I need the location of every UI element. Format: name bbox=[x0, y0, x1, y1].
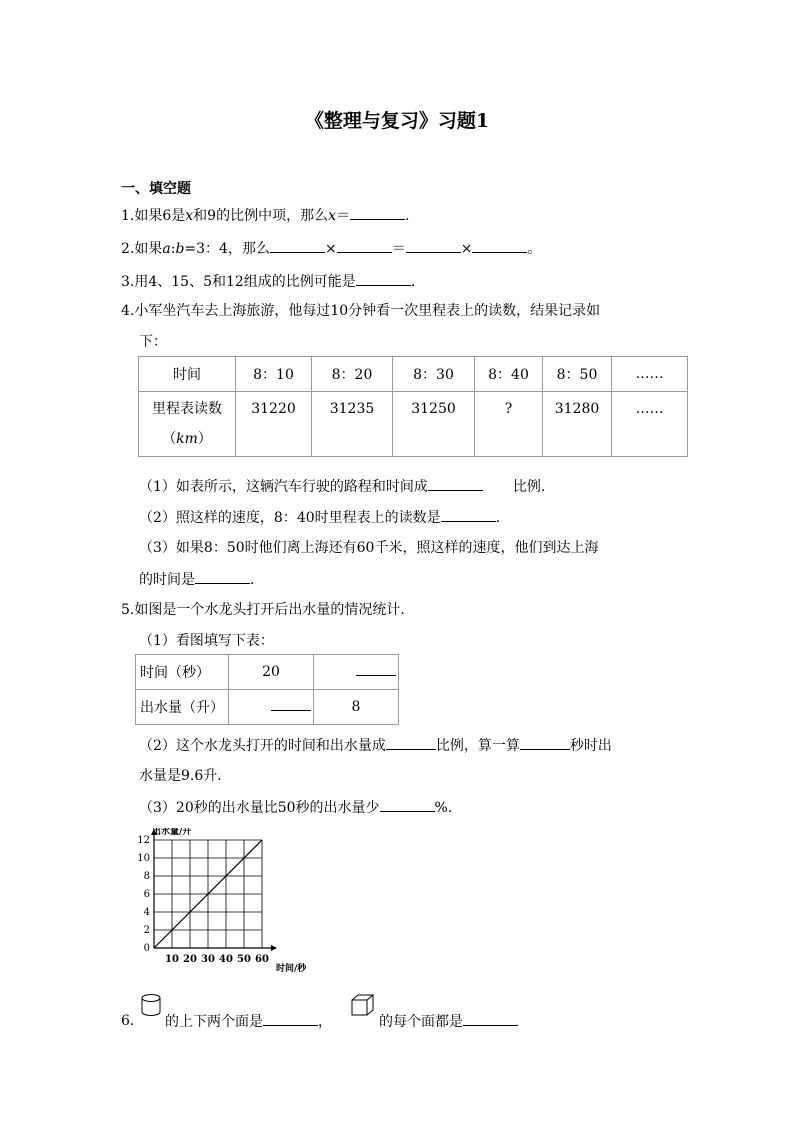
table-row bbox=[136, 655, 399, 690]
water-table-amount-blank[interactable] bbox=[271, 696, 311, 711]
q3-answer-blank[interactable] bbox=[356, 271, 411, 286]
y-tick-label: 4 bbox=[143, 907, 150, 918]
q4-line-1: 4.小军坐汽车去上海旅游，他每过10分钟看一次里程表上的读数，结果记录如 bbox=[121, 303, 601, 319]
q5-sub-2b: 水量是9.6升. bbox=[139, 768, 222, 784]
q3-end: . bbox=[410, 274, 416, 290]
q5-sub2-blank-1[interactable] bbox=[386, 735, 436, 750]
q2-blank-1[interactable] bbox=[270, 238, 325, 253]
reading-cell: 31235 bbox=[312, 392, 393, 457]
y-tick-label: 6 bbox=[143, 889, 150, 900]
water-table-time-blank-cell bbox=[314, 655, 399, 690]
q4-sub3-end: . bbox=[250, 572, 255, 588]
y-tick-label: 2 bbox=[143, 925, 150, 936]
q6-number: 6. bbox=[121, 1013, 135, 1029]
water-table-time-value: 20 bbox=[229, 655, 314, 690]
q2-blank-2[interactable] bbox=[337, 238, 392, 253]
time-cell: 8：20 bbox=[312, 357, 393, 392]
time-cell: 8：50 bbox=[543, 357, 612, 392]
page-title: 《整理与复习》习题1 bbox=[304, 110, 490, 132]
q1-text-c: ＝ bbox=[336, 208, 350, 224]
q4-sub3-blank[interactable] bbox=[195, 569, 250, 584]
q5-sub3-blank[interactable] bbox=[380, 797, 435, 812]
q2-times-1: × bbox=[324, 241, 337, 257]
x-tick-label: 10 bbox=[165, 954, 179, 965]
y-tick-label: 0 bbox=[143, 943, 150, 954]
q2-equals: ＝ bbox=[391, 241, 406, 257]
question-1 bbox=[121, 205, 409, 226]
unit-km: km bbox=[176, 431, 198, 447]
y-tick-label: 12 bbox=[137, 835, 150, 846]
q1-var-x2: x bbox=[328, 208, 336, 224]
cube-icon bbox=[350, 993, 376, 1019]
chart-ylabel: 出水量/升 bbox=[152, 828, 192, 837]
mileage-table bbox=[138, 356, 688, 457]
q5-sub-3 bbox=[139, 797, 452, 818]
reading-cell-unknown[interactable]: ? bbox=[475, 392, 543, 457]
y-tick-label: 10 bbox=[137, 853, 150, 864]
q2-var-b: b bbox=[175, 241, 185, 257]
q4-sub2-text: （2）照这样的速度，8：40时里程表上的读数是 bbox=[139, 510, 441, 526]
x-tick-label: 30 bbox=[201, 954, 215, 965]
reading-header-label: 里程表读数 bbox=[152, 401, 222, 417]
time-cell: 8：10 bbox=[236, 357, 312, 392]
water-table bbox=[135, 654, 399, 725]
chart-xlabel: 时间/秒 bbox=[276, 964, 307, 974]
q2-text-a: 2.如果 bbox=[121, 241, 163, 257]
water-table-amount-value: 8 bbox=[314, 690, 399, 725]
q4-sub2-end: . bbox=[495, 510, 501, 526]
q2-var-a: a bbox=[162, 241, 171, 257]
q4-sub3-text: 的时间是 bbox=[139, 572, 195, 588]
q6-text-a: 的上下两个面是 bbox=[165, 1014, 263, 1030]
q4-sub1-end: 比例. bbox=[512, 479, 546, 495]
reading-cell: 31280 bbox=[543, 392, 612, 457]
reading-cell: 31220 bbox=[236, 392, 312, 457]
question-2 bbox=[121, 238, 541, 259]
q1-answer-blank[interactable] bbox=[350, 205, 405, 220]
q5-sub2-text-c: 秒时出 bbox=[569, 738, 612, 754]
q4-sub1-text: （1）如表所示，这辆汽车行驶的路程和时间成 bbox=[139, 479, 428, 495]
q5-sub2-blank-2[interactable] bbox=[520, 735, 570, 750]
q2-end: 。 bbox=[527, 241, 542, 257]
q5-sub-1: （1）看图填写下表： bbox=[139, 633, 274, 649]
water-flow-chart bbox=[130, 828, 330, 978]
table-row bbox=[139, 357, 688, 392]
water-table-amount-blank-cell bbox=[229, 690, 314, 725]
q6-sep: ， bbox=[318, 1014, 332, 1030]
unit-paren-open: （ bbox=[162, 431, 177, 447]
q5-sub3-text: （3）20秒的出水量比50秒的出水量少 bbox=[139, 800, 380, 816]
reading-cell: …… bbox=[612, 392, 688, 457]
q6-blank-2[interactable] bbox=[463, 1011, 518, 1026]
table-row bbox=[136, 690, 399, 725]
x-tick-label: 60 bbox=[255, 954, 269, 965]
q4-sub-3: （3）如果8：50时他们离上海还有60千米，照这样的速度，他们到达上海 bbox=[139, 540, 599, 556]
q1-end: . bbox=[405, 208, 410, 224]
q4-sub-1 bbox=[139, 476, 545, 497]
q2-times-2: × bbox=[460, 241, 473, 257]
table-row bbox=[139, 392, 688, 457]
water-table-time-blank[interactable] bbox=[356, 661, 396, 676]
water-table-time-label: 时间（秒） bbox=[136, 655, 229, 690]
y-tick-label: 8 bbox=[143, 871, 150, 882]
q3-text: 3.用4、15、5和12组成的比例可能是 bbox=[121, 274, 356, 290]
time-cell: 8：30 bbox=[393, 357, 475, 392]
question-3 bbox=[121, 271, 415, 292]
section-heading: 一、填空题 bbox=[121, 181, 191, 197]
x-tick-label: 50 bbox=[237, 954, 251, 965]
q6-text-b: 的每个面都是 bbox=[379, 1014, 463, 1030]
q2-colon: : bbox=[170, 241, 176, 257]
water-table-amount-label: 出水量（升） bbox=[136, 690, 229, 725]
time-cell: 8：40 bbox=[475, 357, 543, 392]
q4-sub-3b bbox=[139, 569, 254, 590]
q6-part-a bbox=[165, 1011, 332, 1032]
q2-text-c: =3：4，那么 bbox=[184, 241, 270, 257]
q5-sub3-end: %. bbox=[434, 800, 453, 816]
time-cell: …… bbox=[612, 357, 688, 392]
q5-sub-2 bbox=[139, 735, 612, 756]
cylinder-icon bbox=[140, 993, 162, 1017]
q1-text-a: 1.如果6是 bbox=[121, 208, 186, 224]
x-axis-arrow bbox=[271, 945, 277, 951]
x-tick-label: 40 bbox=[219, 954, 233, 965]
q2-blank-3[interactable] bbox=[406, 238, 461, 253]
reading-header-unit bbox=[139, 424, 235, 454]
q1-text-b: 和9的比例中项，那么 bbox=[193, 208, 329, 224]
q2-blank-4[interactable] bbox=[472, 238, 527, 253]
x-tick-label: 20 bbox=[183, 954, 197, 965]
reading-cell: 31250 bbox=[393, 392, 475, 457]
q4-sub2-blank[interactable] bbox=[441, 507, 496, 522]
q6-part-b bbox=[379, 1011, 518, 1032]
table-header-time: 时间 bbox=[139, 357, 236, 392]
q4-line-2: 下： bbox=[139, 334, 167, 350]
q5-line-1: 5.如图是一个水龙头打开后出水量的情况统计. bbox=[121, 602, 405, 618]
q5-sub2-text-a: （2）这个水龙头打开的时间和出水量成 bbox=[139, 738, 386, 754]
unit-paren-close: ） bbox=[197, 431, 212, 447]
q1-var-x: x bbox=[185, 208, 194, 224]
q4-sub1-blank[interactable] bbox=[428, 476, 483, 491]
q6-blank-1[interactable] bbox=[263, 1011, 318, 1026]
q5-sub2-text-b: 比例，算一算 bbox=[435, 738, 520, 754]
q4-sub-2 bbox=[139, 507, 500, 528]
table-header-reading bbox=[139, 392, 236, 457]
